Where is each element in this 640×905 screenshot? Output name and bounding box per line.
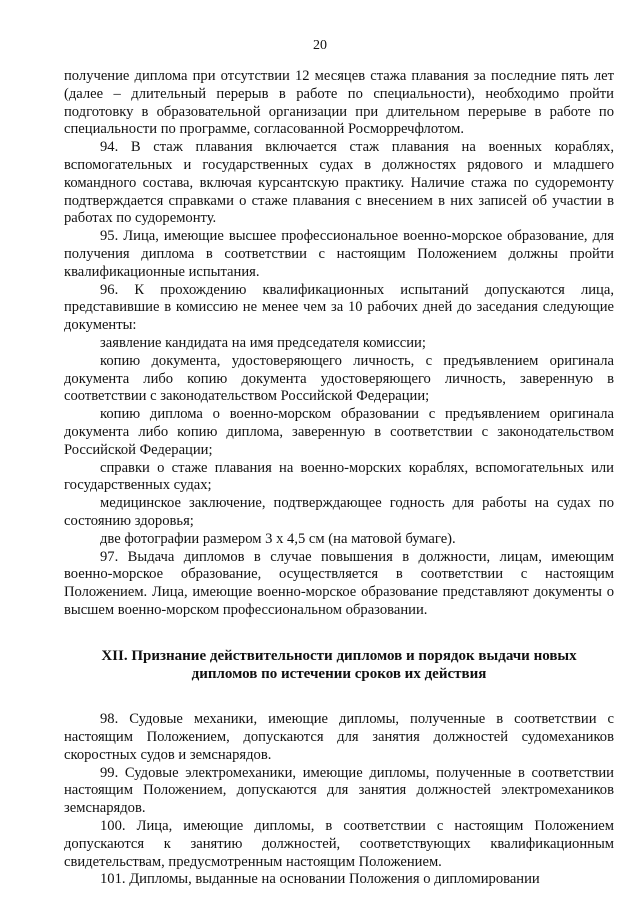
- list-item-service-certificates: справки о стаже плавания на военно-морских кораблях, вспомогательных или государственных судах;: [64, 459, 614, 494]
- section-heading-line-2: дипломов по истечении сроков их действия: [191, 665, 487, 682]
- paragraph-98: 98. Судовые механики, имеющие дипломы, полученные в соответствии с настоящим Положением, допускаются для занятия должностей судомехаников скоростных судов и земснарядов.: [64, 711, 614, 763]
- document-body: [64, 68, 614, 889]
- list-item-id-copy: копию документа, удостоверяющего личность, с предъявлением оригинала документа либо копию документа удостоверяющего личность, заверенную в соответствии с законодательством Российской Федерации;: [64, 352, 614, 405]
- list-item-photos: две фотографии размером 3 х 4,5 см (на матовой бумаге).: [100, 530, 456, 547]
- paragraph-100: 100. Лица, имеющие дипломы, в соответствии с настоящим Положением допускаются к занятию должностей, соответствующих квалификационным свидетельствам, предусмотренным настоящим Положением.: [64, 818, 614, 870]
- section-heading: [64, 648, 614, 684]
- paragraph-99: 99. Судовые электромеханики, имеющие дипломы, полученные в соответствии настоящим Положением, допускаются для занятия должностей электромехаников земснарядов.: [64, 764, 614, 817]
- list-item-diploma-copy: копию диплома о военно-морском образовании с предъявлением оригинала документа либо копию диплома, заверенную в соответствии с законодательством Российской Федерации;: [64, 406, 614, 458]
- list-item-application: заявление кандидата на имя председателя комиссии;: [100, 334, 426, 351]
- paragraph-94: 94. В стаж плавания включается стаж плавания на военных кораблях, вспомогательных и государственных судах в должностях рядового и младшего командного состава, включая курсантскую практику. Наличие стажа по судоремонту подтверждается справками о стаже плавания с внесением в них записей об участии в работах по судоремонту.: [64, 139, 614, 227]
- page-number: 20: [313, 38, 327, 53]
- paragraph-101: 101. Дипломы, выданные на основании Положения о дипломировании: [100, 871, 540, 888]
- paragraph-95: 95. Лица, имеющие высшее профессиональное военно-морское образование, для получения диплома в соответствии с настоящим Положением должны пройти квалификационные испытания.: [64, 228, 614, 280]
- paragraph-97: 97. Выдача дипломов в случае повышения в должности, лицам, имеющим военно-морское образование, осуществляется в соответствии с настоящим Положением. Лица, имеющие военно-морское образование представляют документы о высшем военно-морском профессиональном образовании.: [64, 548, 614, 618]
- paragraph-96: 96. К прохождению квалификационных испытаний допускаются лица, представившие в комиссию не менее чем за 10 рабочих дней до заседания следующие документы:: [64, 281, 614, 334]
- list-item-medical-certificate: медицинское заключение, подтверждающее годность для работы на судах по состоянию здоровья;: [64, 495, 614, 529]
- paragraph-continuation: получение диплома при отсутствии 12 месяцев стажа плавания за последние пять лет (далее – длительный перерыв в работе по специальности), необходимо пройти подготовку в образовательной организации при длительном перерыве в работе по специальности по программе, согласованной Росморречфлотом.: [64, 68, 614, 138]
- section-heading-line-1: XII. Признание действительности дипломов и порядок выдачи новых: [101, 647, 577, 664]
